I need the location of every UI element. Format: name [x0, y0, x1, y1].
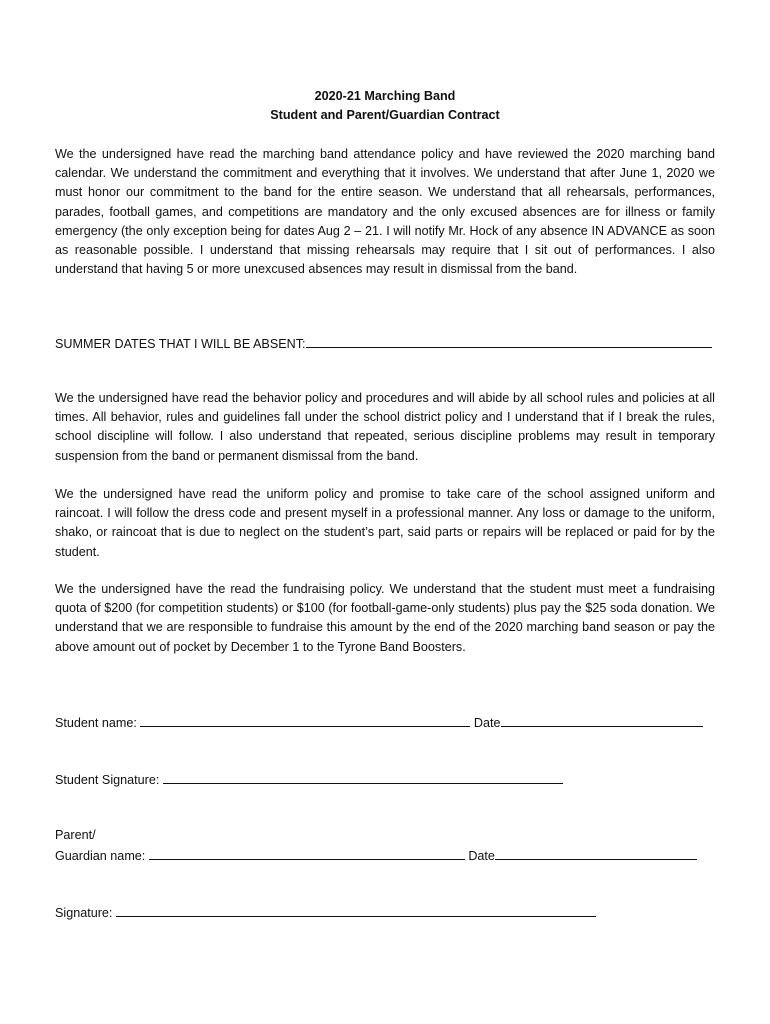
parent-name-input[interactable] — [149, 845, 465, 860]
parent-name-row — [55, 845, 697, 866]
student-name-label: Student name: — [55, 716, 137, 730]
student-date-input[interactable] — [501, 712, 703, 727]
parent-signature-input[interactable] — [116, 902, 596, 917]
student-signature-input[interactable] — [163, 769, 563, 784]
document-title: 2020-21 Marching Band — [314, 89, 456, 103]
student-signature-label: Student Signature: — [55, 773, 160, 787]
parent-date-input[interactable] — [495, 845, 697, 860]
document-subtitle: Student and Parent/Guardian Contract — [270, 108, 500, 122]
parent-signature-label: Signature: — [55, 906, 113, 920]
parent-label-line1: Parent/ — [55, 828, 96, 842]
student-name-input[interactable] — [140, 712, 470, 727]
summer-absence-field — [55, 333, 712, 354]
attendance-policy-paragraph: We the undersigned have read the marching band attendance policy and have reviewed the 2020 marching band calendar. We understand the commitment and everything that it involves. We understand that after June 1, 2020 we must honor our commitment to the band for the entire season. We understand that all rehearsals, performances, parades, football games, and competitions are mandatory and the only excused absences are for illness or family emergency (the only exception being for dates Aug 2 – 21. I will notify Mr. Hock of any absence IN ADVANCE as soon as reasonable possible. I understand that missing rehearsals may require that I sit out of performances. I also understand that having 5 or more unexcused absences may result in dismissal from the band. — [55, 147, 715, 277]
summer-absence-label: SUMMER DATES THAT I WILL BE ABSENT: — [55, 337, 306, 351]
uniform-policy-paragraph: We the undersigned have read the uniform policy and promise to take care of the school assigned uniform and raincoat. I will follow the dress code and present myself in a professional manner. Any loss or damage to the uniform, shako, or raincoat that is due to neglect on the student’s part, said parts or repairs will be replaced or paid for by the student. — [55, 487, 715, 559]
student-signature-row — [55, 769, 563, 790]
summer-absence-input[interactable] — [306, 333, 712, 348]
behavior-policy-paragraph: We the undersigned have read the behavior policy and procedures and will abide by all school rules and policies at all times. All behavior, rules and guidelines fall under the school district policy and I understand that if I break the rules, school discipline will follow. I also understand that repeated, serious discipline problems may result in temporary suspension from the band or permanent dismissal from the band. — [55, 391, 715, 463]
student-date-label: Date — [473, 716, 501, 730]
parent-date-label: Date — [468, 849, 495, 863]
parent-signature-row — [55, 902, 596, 923]
parent-name-label: Guardian name: — [55, 849, 146, 863]
fundraising-policy-paragraph: We the undersigned have the read the fundraising policy. We understand that the student must meet a fundraising quota of $200 (for competition students) or $100 (for football-game-only students) plus pay the $25 soda donation. We understand that we are responsible to fundraise this amount by the end of the 2020 marching band season or pay the above amount out of pocket by December 1 to the Tyrone Band Boosters. — [55, 582, 715, 654]
student-name-row — [55, 712, 703, 733]
